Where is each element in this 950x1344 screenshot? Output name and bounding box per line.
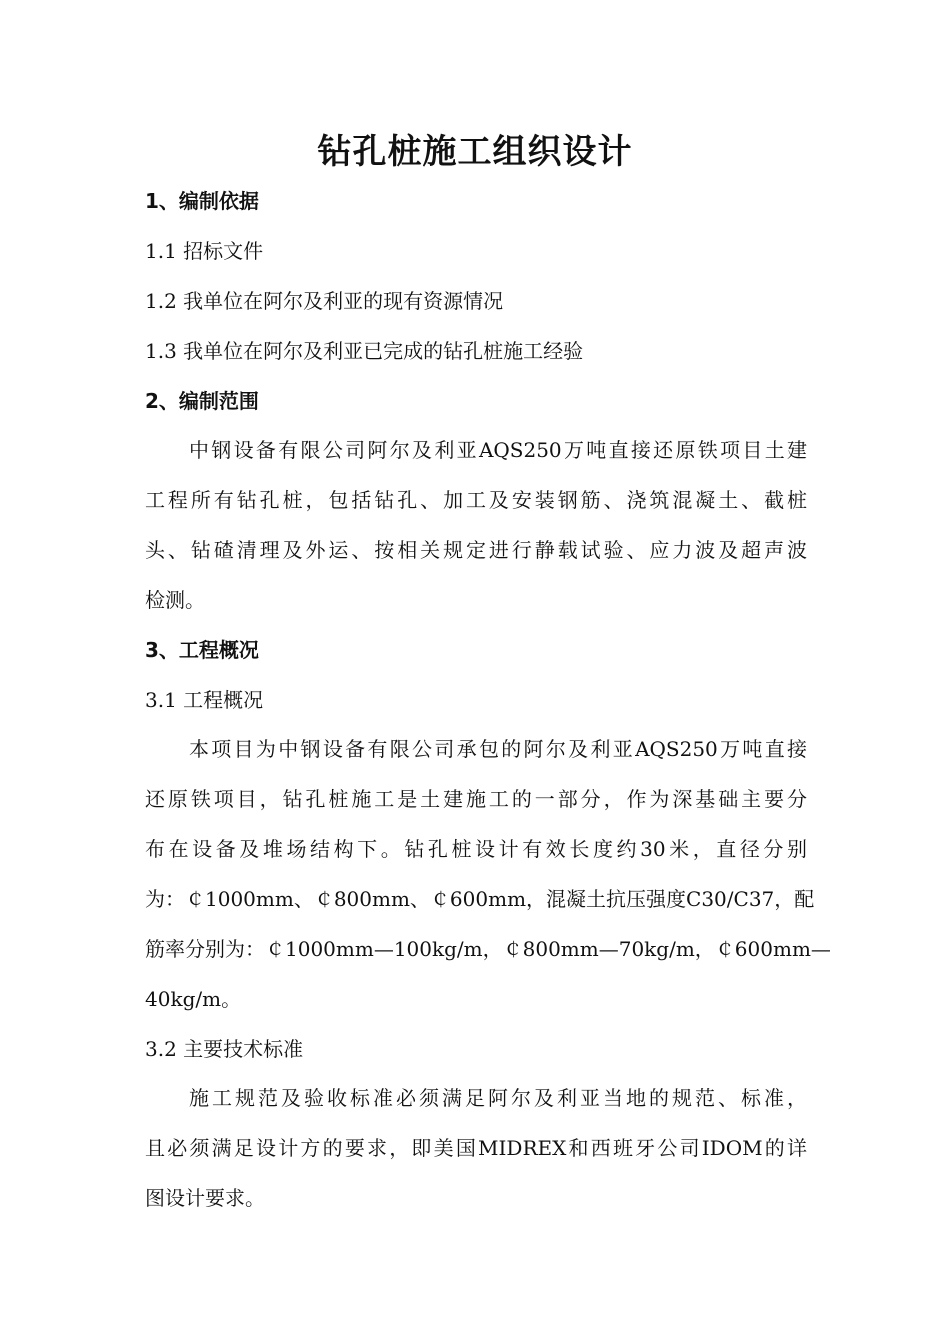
standards-paragraph [145, 1073, 807, 1223]
section-heading-2: 2、编制范围 [145, 389, 259, 413]
paragraph-line: 检测。 [145, 588, 205, 612]
paragraph-line: 中钢设备有限公司阿尔及利亚AQS250万吨直接还原铁项目土建 [189, 438, 807, 462]
subsection-3-2: 3.2 主要技术标准 [145, 1037, 304, 1061]
overview-paragraph [145, 724, 831, 1024]
document-title: 钻孔桩施工组织设计 [317, 132, 633, 172]
paragraph-line: 布在设备及堆场结构下。钻孔桩设计有效长度约30米，直径分别 [145, 837, 807, 861]
basis-item-3: 1.3 我单位在阿尔及利亚已完成的钻孔桩施工经验 [145, 339, 584, 363]
paragraph-line: 还原铁项目，钻孔桩施工是土建施工的一部分，作为深基础主要分 [145, 787, 807, 811]
paragraph-line: 工程所有钻孔桩，包括钻孔、加工及安装钢筋、浇筑混凝土、截桩 [145, 488, 807, 512]
section-heading-1: 1、编制依据 [145, 189, 259, 213]
paragraph-line: 且必须满足设计方的要求，即美国MIDREX和西班牙公司IDOM的详 [145, 1136, 807, 1160]
paragraph-line: 筋率分别为：￠1000mm—100kg/m，￠800mm—70kg/m，￠600mm— [145, 937, 831, 961]
section-heading-3: 3、工程概况 [145, 638, 259, 662]
paragraph-line: 施工规范及验收标准必须满足阿尔及利亚当地的规范、标准， [189, 1086, 807, 1110]
scope-paragraph [145, 425, 807, 625]
basis-item-2: 1.2 我单位在阿尔及利亚的现有资源情况 [145, 289, 504, 313]
subsection-3-1: 3.1 工程概况 [145, 688, 264, 712]
paragraph-line: 图设计要求。 [145, 1186, 265, 1210]
basis-item-1: 1.1 招标文件 [145, 239, 264, 263]
paragraph-line: 为：￠1000mm、￠800mm、￠600mm，混凝土抗压强度C30/C37，配 [145, 887, 815, 911]
paragraph-line: 40kg/m。 [145, 987, 242, 1011]
paragraph-line: 头、钻碴清理及外运、按相关规定进行静载试验、应力波及超声波 [145, 538, 807, 562]
paragraph-line: 本项目为中钢设备有限公司承包的阿尔及利亚AQS250万吨直接 [189, 737, 807, 761]
